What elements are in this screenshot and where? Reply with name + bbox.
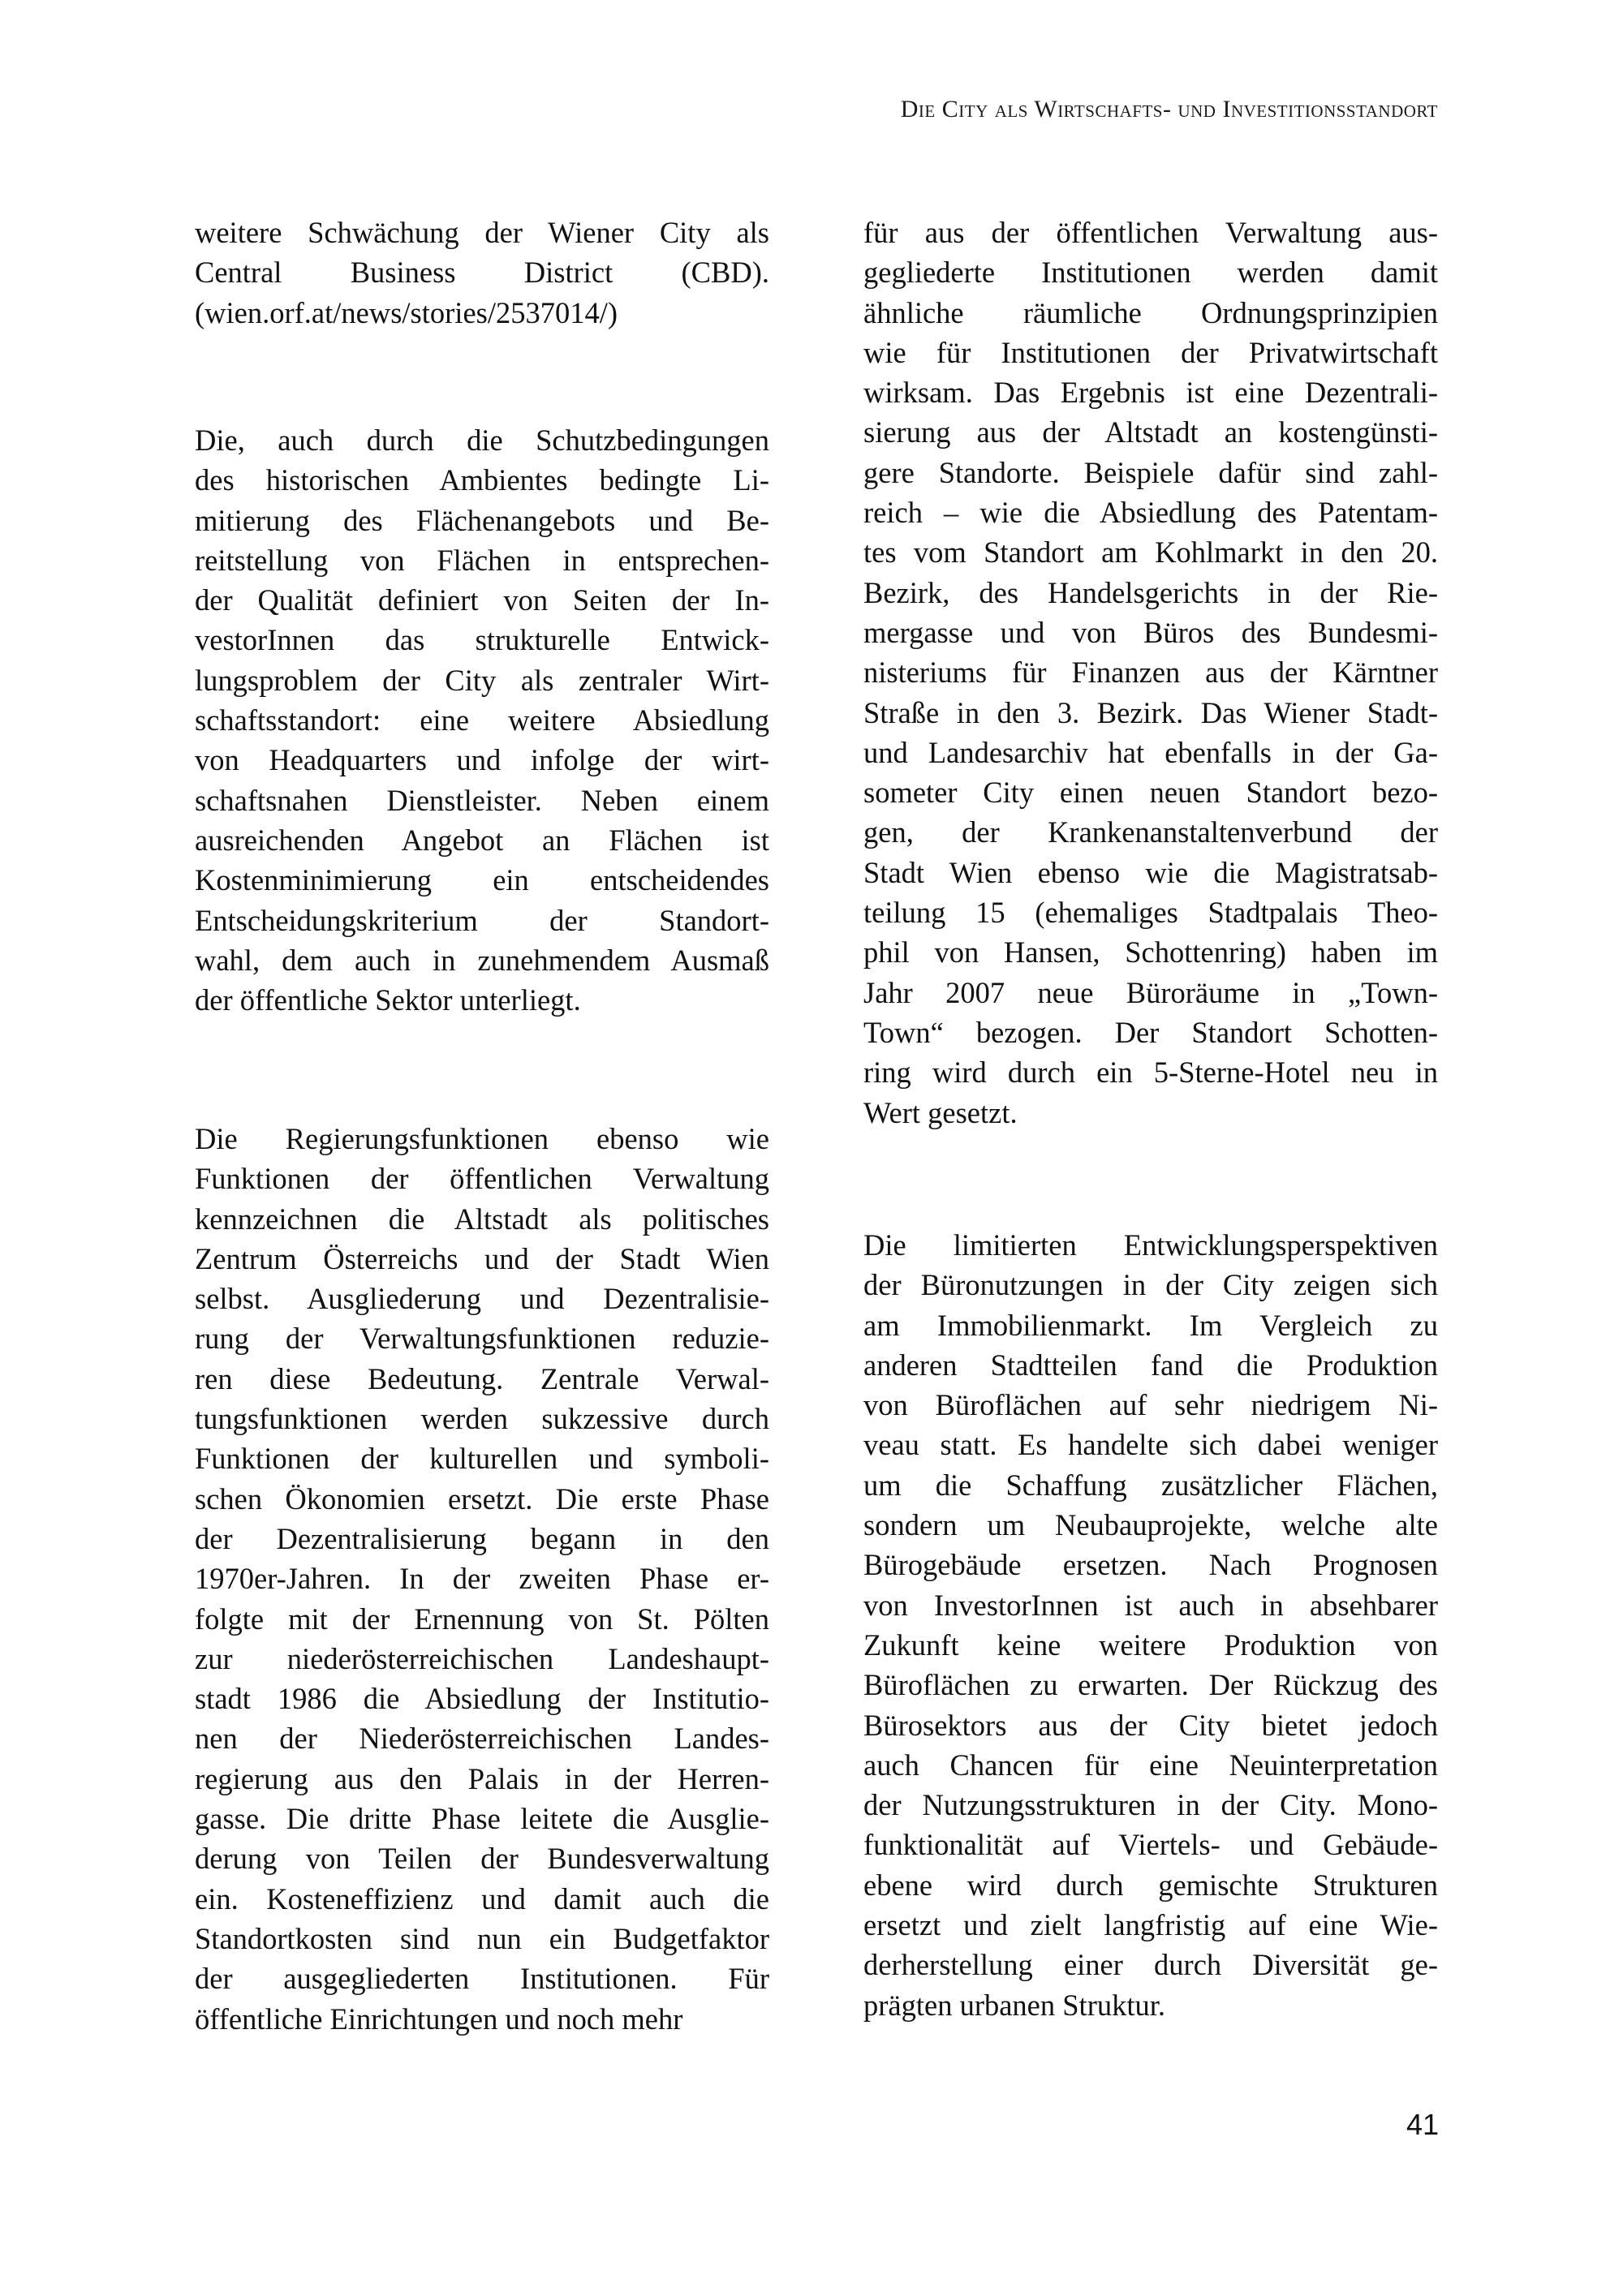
text-line: gen, der Krankenanstaltenverbund der <box>863 815 1438 849</box>
text-line: ersetzt und zielt langfristig auf eine Wie- <box>863 1908 1438 1942</box>
text-line: ring wird durch ein 5-Sterne-Hotel neu in <box>863 1056 1438 1090</box>
text-line: Standortkosten sind nun ein Budgetfaktor <box>195 1921 769 1955</box>
text-line: prägten urbanen Struktur. <box>863 1988 1166 2022</box>
text-line: Town“ bezogen. Der Standort Schotten- <box>863 1015 1438 1049</box>
text-line: sierung aus der Altstadt an kostengünsti- <box>863 415 1438 449</box>
text-line: nen der Niederösterreichischen Landes- <box>195 1722 769 1756</box>
page-number: 41 <box>1406 2108 1440 2141</box>
text-line: tungsfunktionen werden sukzessive durch <box>195 1402 769 1436</box>
text-line: regierung aus den Palais in der Herren- <box>195 1761 769 1795</box>
text-line: Büroflächen zu erwarten. Der Rückzug des <box>863 1668 1438 1702</box>
text-line: und Landesarchiv hat ebenfalls in der Ga- <box>863 735 1438 769</box>
text-line: derherstellung einer durch Diversität ge- <box>863 1948 1438 1982</box>
text-line: am Immobilienmarkt. Im Vergleich zu <box>863 1308 1438 1342</box>
text-line: ähnliche räumliche Ordnungsprinzipien <box>863 295 1438 329</box>
text-line: von InvestorInnen ist auch in absehbarer <box>863 1588 1438 1622</box>
text-line: funktionalität auf Viertels- und Gebäude- <box>863 1828 1438 1862</box>
text-line: der Nutzungsstrukturen in der City. Mono- <box>863 1788 1438 1822</box>
text-line: ebene wird durch gemischte Strukturen <box>863 1868 1438 1902</box>
text-line: Entscheidungskriterium der Standort- <box>195 903 769 937</box>
text-line: des historischen Ambientes bedingte Li- <box>195 463 769 497</box>
text-line: schaftsstandort: eine weitere Absiedlung <box>195 703 769 737</box>
text-line: anderen Stadtteilen fand die Produktion <box>863 1348 1438 1382</box>
text-line: tes vom Standort am Kohlmarkt in den 20. <box>863 535 1438 570</box>
text-line: zur niederösterreichischen Landeshaupt- <box>195 1641 769 1675</box>
text-line: teilung 15 (ehemaliges Stadtpalais Theo- <box>863 896 1438 930</box>
paragraph <box>195 213 769 333</box>
text-line: Bürogebäude ersetzen. Nach Prognosen <box>863 1548 1438 1582</box>
text-line: der öffentliche Sektor unterliegt. <box>195 983 581 1017</box>
text-line: von Büroflächen auf sehr niedrigem Ni- <box>863 1388 1438 1422</box>
paragraph <box>863 213 1438 1133</box>
text-line: phil von Hansen, Schottenring) haben im <box>863 935 1438 970</box>
text-line: stadt 1986 die Absiedlung der Institutio- <box>195 1682 769 1716</box>
text-line: folgte mit der Ernennung von St. Pölten <box>195 1602 769 1636</box>
text-line: für aus der öffentlichen Verwaltung aus- <box>863 216 1438 249</box>
text-line: kennzeichnen die Altstadt als politisches <box>195 1202 769 1236</box>
text-line: Wert gesetzt. <box>863 1095 1018 1129</box>
text-line: Stadt Wien ebenso wie die Magistratsab- <box>863 855 1438 889</box>
text-line: wie für Institutionen der Privatwirtschaft <box>863 335 1438 369</box>
text-line: von Headquarters und infolge der wirt- <box>195 743 769 777</box>
text-line: Jahr 2007 neue Büroräume in „Town- <box>863 975 1438 1009</box>
text-line: gere Standorte. Beispiele dafür sind zahl- <box>863 455 1438 489</box>
text-line: gegliederte Institutionen werden damit <box>863 256 1438 290</box>
text-line: mergasse und von Büros des Bundesmi- <box>863 615 1438 649</box>
text-line: der Qualität definiert von Seiten der In- <box>195 583 769 617</box>
text-line: Die Regierungsfunktionen ebenso wie <box>195 1122 769 1155</box>
text-line: veau statt. Es handelte sich dabei weniger <box>863 1428 1438 1462</box>
text-line: Straße in den 3. Bezirk. Das Wiener Stadt- <box>863 695 1438 729</box>
text-line: Die, auch durch die Schutzbedingungen <box>195 424 769 457</box>
text-line: Bezirk, des Handelsgerichts in der Rie- <box>863 575 1438 609</box>
text-line: lungsproblem der City als zentraler Wirt- <box>195 663 769 697</box>
text-line: der Dezentralisierung begann in den <box>195 1521 769 1555</box>
text-line: derung von Teilen der Bundesverwaltung <box>195 1842 769 1876</box>
text-line: ren diese Bedeutung. Zentrale Verwal- <box>195 1361 769 1395</box>
text-line: schen Ökonomien ersetzt. Die erste Phase <box>195 1481 769 1516</box>
text-line: 1970er-Jahren. In der zweiten Phase er- <box>195 1562 769 1596</box>
text-line: someter City einen neuen Standort bezo- <box>863 776 1438 810</box>
paragraph <box>863 1225 1438 2025</box>
text-line: weitere Schwächung der Wiener City als <box>195 216 769 249</box>
text-line: der ausgegliederten Institutionen. Für <box>195 1962 769 1996</box>
running-header: Die City als Wirtschafts- und Investitionsstandort <box>900 96 1438 123</box>
text-line: Bürosektors aus der City bietet jedoch <box>863 1708 1438 1742</box>
text-line: rung der Verwaltungsfunktionen reduzie- <box>195 1322 769 1356</box>
text-line: Die limitierten Entwicklungsperspektiven <box>863 1228 1438 1262</box>
text-line: ausreichenden Angebot an Flächen ist <box>195 823 769 857</box>
text-line: reitstellung von Flächen in entsprechen- <box>195 543 769 577</box>
text-line: gasse. Die dritte Phase leitete die Ausglie- <box>195 1802 769 1836</box>
text-line: vestorInnen das strukturelle Entwick- <box>195 623 769 657</box>
text-line: auch Chancen für eine Neuinterpretation <box>863 1748 1438 1782</box>
text-line: Kostenminimierung ein entscheidendes <box>195 863 769 897</box>
text-line: der Büronutzungen in der City zeigen sich <box>863 1268 1438 1302</box>
text-line: öffentliche Einrichtungen und noch mehr <box>195 2001 683 2036</box>
text-line: Zentrum Österreichs und der Stadt Wien <box>195 1241 769 1275</box>
text-line: reich – wie die Absiedlung des Patentam- <box>863 496 1438 530</box>
text-line: wahl, dem auch in zunehmendem Ausmaß <box>195 943 769 977</box>
text-line: um die Schaffung zusätzlicher Flächen, <box>863 1468 1438 1502</box>
text-line: wirksam. Das Ergebnis ist eine Dezentrali- <box>863 376 1438 410</box>
paragraph <box>195 1119 769 2039</box>
text-line: ein. Kosteneffizienz und damit auch die <box>195 1881 769 1915</box>
text-line: schaftsnahen Dienstleister. Neben einem <box>195 783 769 817</box>
text-line: Central Business District (CBD). <box>195 256 769 290</box>
text-line: (wien.orf.at/news/stories/2537014/) <box>195 295 618 329</box>
paragraph <box>195 420 769 1020</box>
text-line: sondern um Neubauprojekte, welche alte <box>863 1508 1438 1542</box>
text-line: Funktionen der öffentlichen Verwaltung <box>195 1162 769 1196</box>
text-line: nisteriums für Finanzen aus der Kärntner <box>863 656 1438 690</box>
text-line: Zukunft keine weitere Produktion von <box>863 1627 1438 1662</box>
text-line: mitierung des Flächenangebots und Be- <box>195 503 769 537</box>
text-line: Funktionen der kulturellen und symboli- <box>195 1442 769 1476</box>
text-line: selbst. Ausgliederung und Dezentralisie- <box>195 1282 769 1316</box>
